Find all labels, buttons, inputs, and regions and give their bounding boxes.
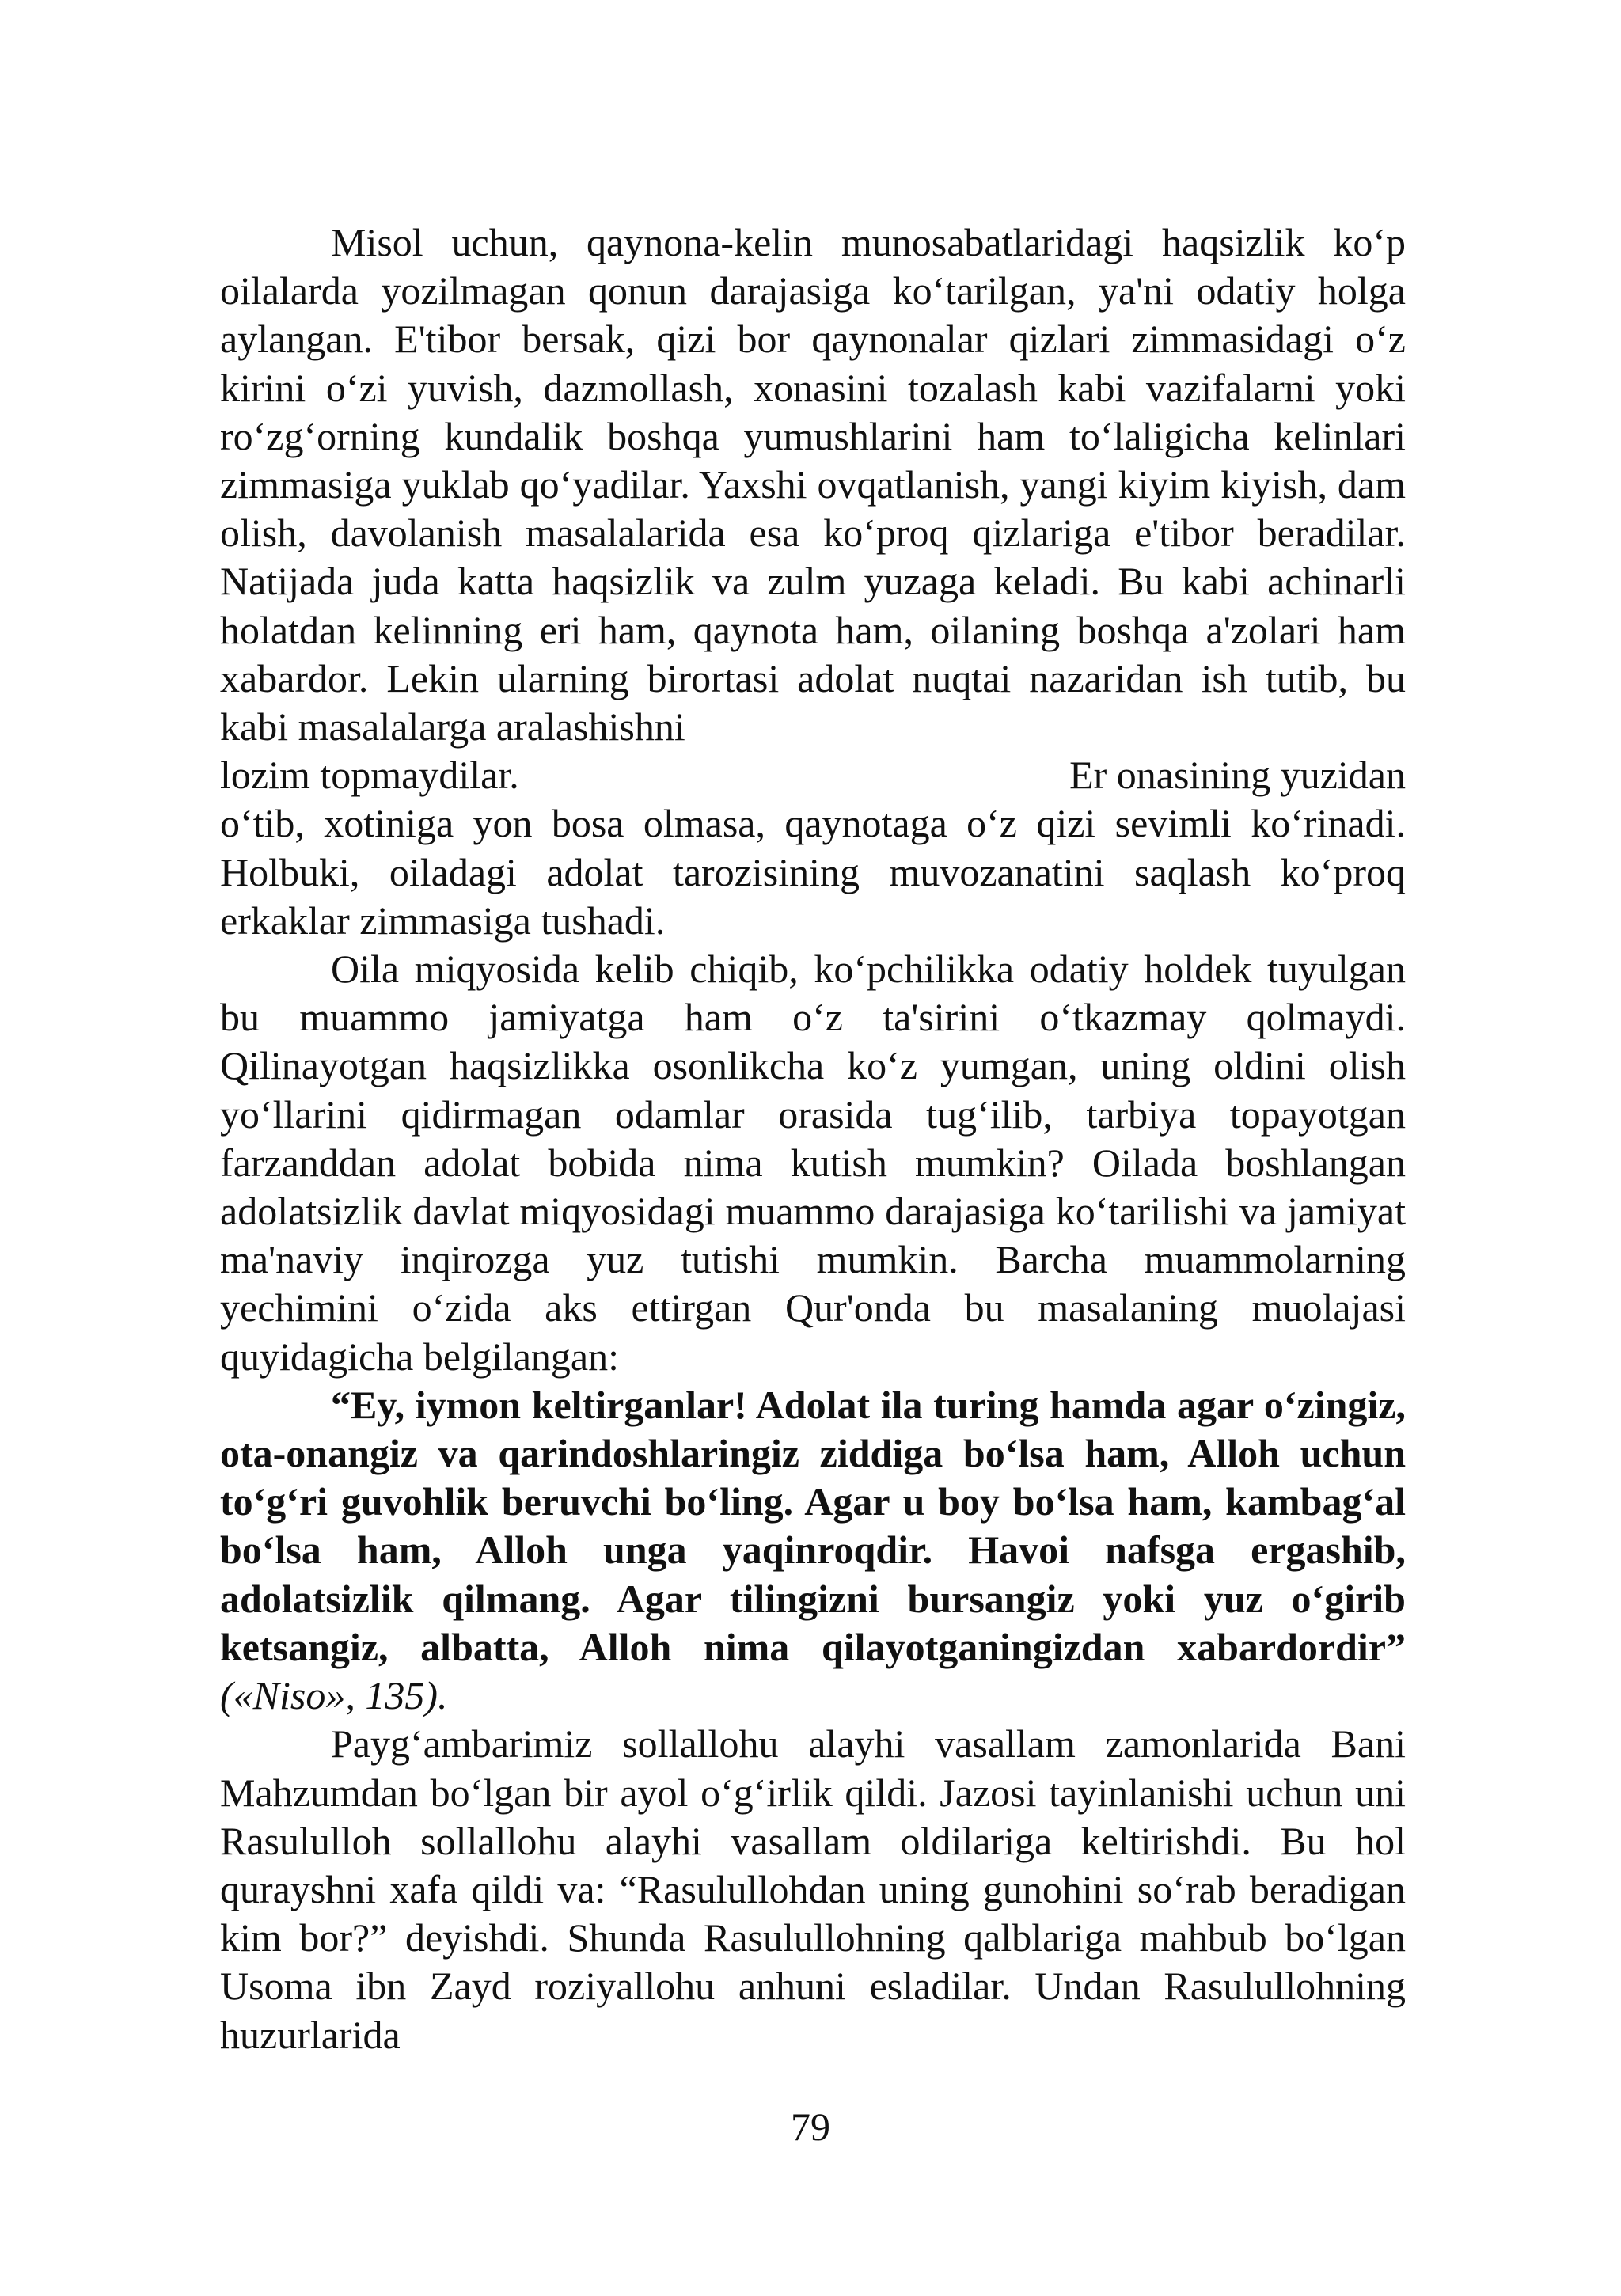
quote-reference: («Niso», 135).: [220, 1673, 448, 1718]
paragraph-2: Oila miqyosida kelib chiqib, ko‘pchilikka odatiy holdek tuyulgan bu muammo jamiyatga ham o‘z ta'sirini o‘tkazmay qolmaydi. Qilinayotgan haqsizlikka osonlikcha ko‘z yumgan, uning oldini olish yo‘llarini qidirmagan odamlar orasida tug‘ilib, tarbiya topayotgan farzanddan adolat bobida nima kutish mumkin? Oilada boshlangan adolatsizlik davlat miqyosidagi muammo darajasiga ko‘tarilishi va jamiyat ma'naviy inqirozga yuz tutishi mumkin. Barcha muammolarning yechimini o‘zida aks ettirgan Qur'onda bu masalaning muolajasi quyidagicha belgilangan:: [220, 947, 1406, 1379]
paragraph-1: Misol uchun, qaynona-kelin munosabatlaridagi haqsizlik ko‘p oilalarda yozilmagan qonun darajasiga ko‘tarilgan, ya'ni odatiy holga aylangan. E'tibor bersak, qizi bor qaynonalar qizlari zimmasidagi o‘z kirini o‘zi yuvish, dazmollash, xonasini tozalash kabi vazifalarni yoki ro‘zg‘orning kundalik boshqa yumushlarini ham to‘laligicha kelinlari zimmasiga yuklab qo‘yadilar. Yaxshi ovqatlanish, yangi kiyim kiyish, dam olish, davolanish masalalarida esa ko‘proq qizlariga e'tibor beradilar. Natijada juda katta haqsizlik va zulm yuzaga keladi. Bu kabi achinarli holatdan kelinning eri ham, qaynota ham, oilaning boshqa a'zolari ham xabardor. Lekin ularning birortasi adolat nuqtai nazaridan ish tutib, bu kabi masalalarga aralashishni: [220, 220, 1406, 750]
split-line-left: lozim topmaydilar.: [220, 753, 519, 798]
page-body: [220, 218, 1406, 2059]
quran-quote-paragraph: [220, 1381, 1406, 1720]
paragraph-1-continued: o‘tib, xotiniga yon bosa olmasa, qaynotaga o‘z qizi sevimli ko‘rinadi. Holbuki, oiladagi adolat tarozisining muvozanatini saqlash ko‘proq erkaklar zimmasiga tushadi.: [220, 801, 1406, 943]
paragraph-3: Payg‘ambarimiz sollallohu alayhi vasallam zamonlarida Bani Mahzumdan bo‘lgan bir ayol o‘g‘irlik qildi. Jazosi tayinlanishi uchun uni Rasululloh sollallohu alayhi vasallam oldilariga keltirishdi. Bu hol qurayshni xafa qildi va: “Rasulullohdan uning gunohini so‘rab beradigan kim bor?” deyishdi. Shunda Rasulullohning qalblariga mahbub bo‘lgan Usoma ibn Zayd roziyallohu anhuni esladilar. Undan Rasulullohning huzurlarida: [220, 1721, 1406, 2057]
quran-quote: “Ey, iymon keltirganlar! Adolat ila turing hamda agar o‘zingiz, ota-onangiz va qarindoshlaringiz ziddiga bo‘lsa ham, Alloh uchun to‘g‘ri guvohlik beruvchi bo‘ling. Agar u boy bo‘lsa ham, kambag‘al bo‘lsa ham, Alloh unga yaqinroqdir. Havoi nafsga ergashib, adolatsizlik qilmang. Agar tilingizni bursangiz yoki yuz o‘girib ketsangiz, albatta, Alloh nima qilayotganingizdan xabardordir”: [220, 1382, 1406, 1669]
split-line-right: Er onasining yuzidan: [1069, 753, 1406, 798]
page-number: 79: [791, 2104, 830, 2149]
paragraph-1-split-line: [220, 751, 1406, 799]
